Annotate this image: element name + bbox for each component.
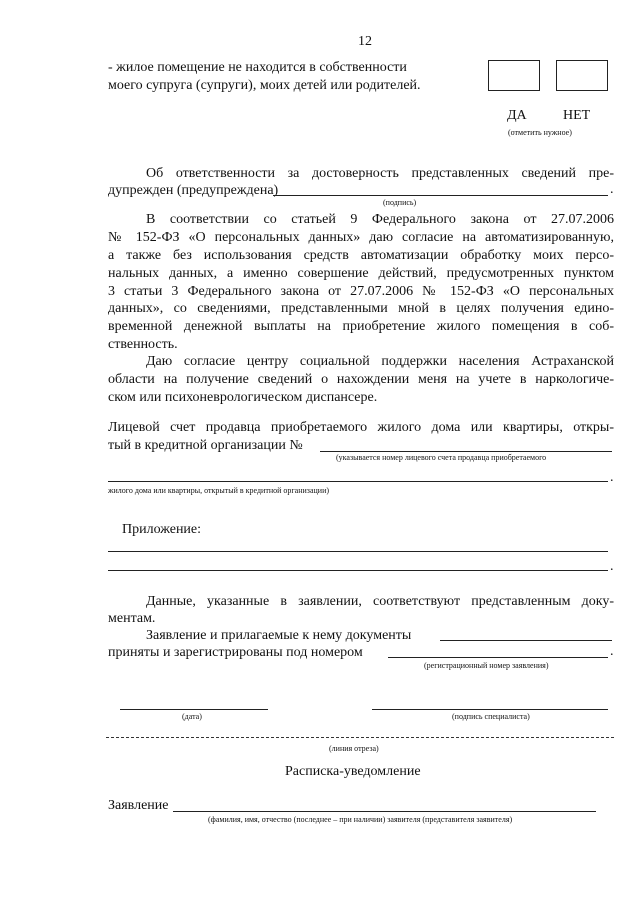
registration-number-line[interactable] (388, 657, 608, 658)
consent-line: временной денежной выплаты на приобретение жилого помещения в соб- (108, 319, 614, 334)
confirmation-line3: Заявление и прилагаемые к нему документы (146, 628, 412, 643)
account-line2: тый в кредитной организации № (108, 438, 303, 453)
confirmation-line4: приняты и зарегистрированы под номером (108, 645, 363, 660)
application-label: Заявление (108, 798, 169, 813)
center-consent-line: области на получение сведений о нахождении меня на учете в наркологиче- (108, 372, 614, 387)
account-caption1: (указывается номер лицевого счета продавца приобретаемого (336, 453, 547, 462)
housing-statement-line1: - жилое помещение не находится в собственности (108, 60, 407, 75)
specialist-signature-line[interactable] (372, 709, 608, 710)
appendix-line-1[interactable] (108, 551, 608, 552)
mark-note: (отметить нужное) (508, 128, 572, 137)
cut-line (106, 737, 614, 738)
registration-caption: (регистрационный номер заявления) (424, 661, 549, 670)
cut-caption: (линия отреза) (329, 744, 379, 753)
consent-line: 3 статьи 3 Федерального закона от 27.07.2006 № 152-ФЗ «О персональных (108, 284, 614, 299)
signature-line[interactable] (273, 195, 608, 196)
account-line1: Лицевой счет продавца приобретаемого жилого дома или квартиры, откры- (108, 420, 614, 435)
documents-line[interactable] (440, 640, 612, 641)
page-number: 12 (358, 34, 372, 49)
consent-line: данных», со сведениями, представленными мной в целях получения едино- (108, 301, 614, 316)
confirmation-end: . (610, 644, 614, 659)
account-caption2: жилого дома или квартиры, открытый в кредитной организации) (108, 486, 330, 495)
confirmation-line1: Данные, указанные в заявлении, соответствуют представленным доку- (146, 594, 614, 609)
yes-label: ДА (507, 108, 527, 123)
responsibility-line1: Об ответственности за достоверность представленных сведений пре- (146, 166, 614, 181)
applicant-caption: (фамилия, имя, отчество (последнее – при наличии) заявителя (представителя заявителя) (208, 815, 513, 824)
account-number-line-2[interactable] (108, 481, 608, 482)
consent-line: нальных данных, а именно совершение действий, предусмотренных пунктом (108, 266, 614, 281)
center-consent-line: Даю согласие центру социальной поддержки населения Астраханской (146, 354, 614, 369)
appendix-label: Приложение: (122, 522, 202, 537)
consent-line: № 152-ФЗ «О персональных данных» даю согласие на автоматизированную, (108, 230, 614, 245)
date-line[interactable] (120, 709, 268, 710)
applicant-name-line[interactable] (173, 811, 596, 812)
confirmation-line2: ментам. (108, 611, 156, 626)
responsibility-line2: дупрежден (предупреждена) (108, 183, 279, 198)
account-end: . (610, 470, 614, 485)
no-label: НЕТ (563, 108, 591, 123)
housing-statement-line2: моего супруга (супруги), моих детей или родителей. (108, 78, 421, 93)
no-checkbox[interactable] (556, 60, 608, 91)
account-number-line[interactable] (320, 451, 612, 452)
consent-line: ственность. (108, 337, 178, 352)
consent-line: а также без использования средств автоматизации обработку моих персо- (108, 248, 614, 263)
appendix-line-2[interactable] (108, 570, 608, 571)
consent-line: В соответствии со статьей 9 Федерального закона от 27.07.2006 (146, 212, 614, 227)
specialist-signature-caption: (подпись специалиста) (452, 712, 530, 721)
date-caption: (дата) (182, 712, 202, 721)
center-consent-line: ском или психоневрологическом диспансере. (108, 390, 378, 405)
responsibility-end: . (610, 182, 614, 197)
appendix-end: . (610, 559, 614, 574)
receipt-title: Расписка-уведомление (285, 764, 421, 779)
yes-checkbox[interactable] (488, 60, 540, 91)
signature-caption: (подпись) (383, 198, 417, 207)
